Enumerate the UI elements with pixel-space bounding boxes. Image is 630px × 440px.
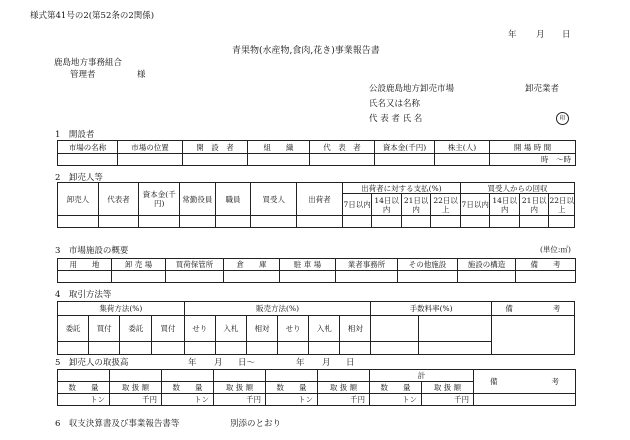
col-other-facilities: その他施設 [398,259,458,271]
remarks-char-1: 備 [490,377,498,386]
remarks-char-2: 考 [551,377,559,386]
cell [58,154,118,166]
col-market-location: 市場の位置 [118,141,183,154]
sub-purchase: 買付 [152,316,184,342]
col-founder: 開 設 者 [183,141,248,154]
cell [58,370,110,382]
cell [278,342,309,355]
cell [58,342,89,355]
opening-hours-value: 時 ～時 [490,154,576,166]
cell [183,154,248,166]
cell [474,394,576,406]
cell [58,271,112,283]
days-21: 21日以内 [401,194,431,216]
group-collection-method: 集荷方法(%) [58,302,185,316]
col-structure: 施設の構造 [458,259,516,271]
days-7: 7日以内 [460,194,490,216]
unit-ton: トン [162,394,214,406]
section5-table [57,369,576,406]
cell [419,316,492,342]
cell [152,342,184,355]
representative-label: 代 表 者 氏 名 [369,114,423,124]
date-day: 日 [562,30,571,40]
col-warehouse: 倉 庫 [224,259,280,271]
cell [318,370,370,382]
days-22: 22日以上 [431,194,461,216]
cell [342,216,372,228]
total-header: 計 [370,370,474,382]
cell [372,216,402,228]
col-remarks: 備 考 [516,259,576,271]
group-buyer-collection: 買受人からの回収 [460,183,574,194]
unit-thousand-yen: 千円 [422,394,474,406]
period-start-year: 年 [188,358,197,368]
section1-table [57,140,576,166]
col-amount: 取 扱 額 [422,382,474,394]
section6-heading: 6 収支決算書及び事業報告書等 [55,419,180,429]
document-title: 青果物(水産物,食肉,花き)事業報告書 [232,46,380,56]
period-end-month: 月 [322,358,331,368]
cell [166,271,224,283]
sub-tender: 入札 [309,316,340,342]
addressee: 鹿島地方事務組合 [54,58,123,68]
business-type: 卸売業者 [525,84,560,94]
sub-consign: 委託 [58,316,89,342]
market-name: 公設鹿島地方卸売市場 [369,84,455,94]
date-year: 年 [508,30,517,40]
name-label: 氏名又は名称 [369,99,421,109]
sub-purchase: 買付 [89,316,120,342]
cell [215,216,251,228]
cell [297,216,343,228]
cell [112,271,166,283]
col-capital: 資本金(千円) [139,183,180,216]
period-end-year: 年 [296,358,305,368]
cell [490,216,520,228]
days-21: 21日以内 [519,194,549,216]
section3-heading: 3 市場施設の概要 [55,246,129,256]
cell [139,216,180,228]
cell [435,154,490,166]
col-opening-hours: 開 場 時 間 [490,141,576,154]
group-shipper-payment: 出荷者に対する支払(%) [342,183,460,194]
cell [58,216,99,228]
col-shippers: 出荷者 [297,183,343,216]
unit-thousand-yen: 千円 [318,394,370,406]
cell [431,216,461,228]
col-shareholders: 株主(人) [435,141,490,154]
unit-thousand-yen: 千円 [110,394,162,406]
cell [215,342,246,355]
days-7: 7日以内 [342,194,372,216]
sub-negotiated: 相対 [340,316,371,342]
cell [280,271,336,283]
col-office: 業者事務所 [336,259,398,271]
col-representative: 代 表 者 [310,141,375,154]
cell [371,342,419,355]
col-quantity: 数 量 [266,382,318,394]
col-amount: 取 扱 額 [318,382,370,394]
section5-heading: 5 卸売人の取扱高 [55,358,129,368]
unit-label: (単位:㎡) [540,245,571,254]
group-sales-method: 販売方法(%) [184,302,371,316]
group-commission-rate: 手数料率(%) [371,302,491,316]
cell [549,216,575,228]
col-quantity: 数 量 [58,382,110,394]
col-land: 用 地 [58,259,112,271]
cell [371,316,419,342]
col-wholesaler: 卸売人 [58,183,99,216]
remarks-char-2: 考 [552,304,561,313]
cell [162,370,214,382]
cell [98,216,139,228]
col-capital: 資本金(千円) [375,141,435,154]
unit-ton: トン [58,394,110,406]
unit-ton: トン [370,394,422,406]
cell [336,271,398,283]
period-start-month: 月 [214,358,223,368]
col-staff: 職員 [215,183,251,216]
col-market-name: 市場の名称 [58,141,118,154]
col-storage: 買荷保管所 [166,259,224,271]
cell [375,154,435,166]
sub-negotiated: 相対 [246,316,277,342]
cell [110,370,162,382]
cell [248,154,310,166]
section3-table [57,258,576,283]
col-representative: 代表者 [98,183,139,216]
col-parking: 駐 車 場 [280,259,336,271]
sub-auction: せり [184,316,215,342]
col-amount: 取 扱 額 [110,382,162,394]
form-number: 様式第41号の2(第52条の2関係) [30,11,155,21]
group-remarks [491,302,574,316]
days-14: 14日以内 [490,194,520,216]
col-amount: 取 扱 額 [214,382,266,394]
cell [120,342,152,355]
cell [516,271,576,283]
cell [310,154,375,166]
cell [401,216,431,228]
unit-thousand-yen: 千円 [214,394,266,406]
col-quantity: 数 量 [162,382,214,394]
date-month: 月 [536,30,545,40]
sub-consign: 委託 [120,316,152,342]
cell [460,216,490,228]
col-buyers: 買受人 [251,183,297,216]
cell [309,342,340,355]
days-22: 22日以上 [549,195,574,214]
period-end-day: 日 [346,358,355,368]
honorific: 様 [137,70,146,80]
section1-heading: 1 開設者 [55,130,95,140]
section4-table [57,301,575,355]
cell [224,271,280,283]
col-fulltime-officers: 常勤役員 [180,183,216,216]
manager-label: 管理者 [70,70,96,80]
cell [491,316,574,355]
cell [458,271,516,283]
remarks-char-1: 備 [505,304,513,313]
cell [519,216,549,228]
cell [184,342,215,355]
cell [251,216,297,228]
unit-ton: トン [266,394,318,406]
cell [246,342,277,355]
cell [214,370,266,382]
period-start-day: 日～ [238,358,256,368]
section6-note: 別添のとおり [230,419,282,429]
cell [419,342,492,355]
days-14: 14日以内 [372,194,402,216]
seal-mark: 印 [556,112,569,125]
sub-tender: 入札 [215,316,246,342]
cell [89,342,120,355]
section4-heading: 4 取引方法等 [55,290,112,300]
col-organization: 組 織 [248,141,310,154]
cell [118,154,183,166]
cell [180,216,216,228]
cell [266,370,318,382]
cell [398,271,458,283]
sub-auction: せり [278,316,309,342]
cell [340,342,371,355]
remarks-header [474,370,576,394]
section2-heading: 2 卸売人等 [55,173,103,183]
col-quantity: 数 量 [370,382,422,394]
col-sales-floor: 卸 売 場 [112,259,166,271]
section2-table [57,182,575,228]
